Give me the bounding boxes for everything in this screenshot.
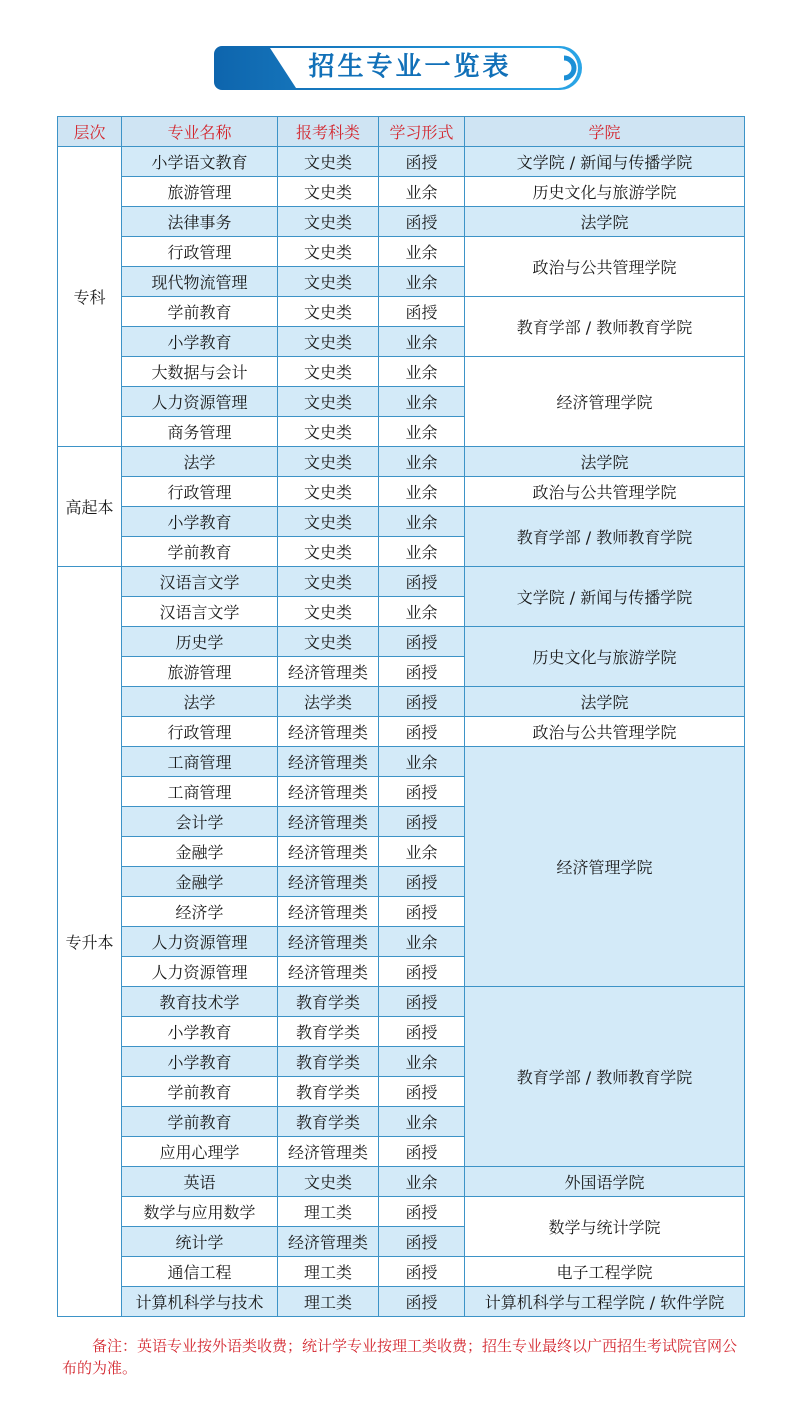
study-mode-cell: 业余 xyxy=(379,417,465,447)
table-row xyxy=(58,717,745,747)
category-cell: 文史类 xyxy=(278,387,379,417)
major-name-cell: 汉语言文学 xyxy=(122,597,278,627)
category-cell: 文史类 xyxy=(278,537,379,567)
category-cell: 文史类 xyxy=(278,447,379,477)
study-mode-cell: 函授 xyxy=(379,1137,465,1167)
study-mode-cell: 业余 xyxy=(379,1107,465,1137)
major-name-cell: 会计学 xyxy=(122,807,278,837)
major-name-cell: 商务管理 xyxy=(122,417,278,447)
header-level: 层次 xyxy=(58,117,122,147)
table-row xyxy=(58,207,745,237)
study-mode-cell: 业余 xyxy=(379,267,465,297)
major-name-cell: 小学教育 xyxy=(122,327,278,357)
college-cell: 文学院 / 新闻与传播学院 xyxy=(465,567,745,627)
table-row xyxy=(58,987,745,1017)
table-row xyxy=(58,477,745,507)
major-name-cell: 法学 xyxy=(122,447,278,477)
major-name-cell: 历史学 xyxy=(122,627,278,657)
major-name-cell: 数学与应用数学 xyxy=(122,1197,278,1227)
study-mode-cell: 业余 xyxy=(379,387,465,417)
major-name-cell: 教育技术学 xyxy=(122,987,278,1017)
category-cell: 教育学类 xyxy=(278,1017,379,1047)
college-cell: 政治与公共管理学院 xyxy=(465,477,745,507)
college-cell: 历史文化与旅游学院 xyxy=(465,627,745,687)
major-name-cell: 计算机科学与技术 xyxy=(122,1287,278,1317)
college-cell: 教育学部 / 教师教育学院 xyxy=(465,507,745,567)
category-cell: 文史类 xyxy=(278,1167,379,1197)
category-cell: 经济管理类 xyxy=(278,1137,379,1167)
major-name-cell: 行政管理 xyxy=(122,717,278,747)
college-cell: 法学院 xyxy=(465,447,745,477)
category-cell: 文史类 xyxy=(278,207,379,237)
study-mode-cell: 业余 xyxy=(379,1047,465,1077)
study-mode-cell: 函授 xyxy=(379,867,465,897)
college-cell: 政治与公共管理学院 xyxy=(465,237,745,297)
study-mode-cell: 函授 xyxy=(379,1197,465,1227)
major-name-cell: 旅游管理 xyxy=(122,177,278,207)
category-cell: 文史类 xyxy=(278,297,379,327)
study-mode-cell: 业余 xyxy=(379,447,465,477)
study-mode-cell: 业余 xyxy=(379,507,465,537)
category-cell: 文史类 xyxy=(278,627,379,657)
category-cell: 经济管理类 xyxy=(278,747,379,777)
major-name-cell: 法学 xyxy=(122,687,278,717)
major-name-cell: 行政管理 xyxy=(122,477,278,507)
major-name-cell: 金融学 xyxy=(122,837,278,867)
table-row xyxy=(58,627,745,657)
study-mode-cell: 业余 xyxy=(379,537,465,567)
table-body xyxy=(58,147,745,1317)
study-mode-cell: 业余 xyxy=(379,597,465,627)
category-cell: 教育学类 xyxy=(278,1077,379,1107)
college-cell: 文学院 / 新闻与传播学院 xyxy=(465,147,745,177)
major-name-cell: 通信工程 xyxy=(122,1257,278,1287)
category-cell: 文史类 xyxy=(278,267,379,297)
study-mode-cell: 业余 xyxy=(379,237,465,267)
category-cell: 文史类 xyxy=(278,327,379,357)
category-cell: 经济管理类 xyxy=(278,837,379,867)
study-mode-cell: 函授 xyxy=(379,687,465,717)
major-name-cell: 汉语言文学 xyxy=(122,567,278,597)
category-cell: 文史类 xyxy=(278,507,379,537)
major-name-cell: 统计学 xyxy=(122,1227,278,1257)
table-row xyxy=(58,1257,745,1287)
major-name-cell: 工商管理 xyxy=(122,777,278,807)
table-row xyxy=(58,1167,745,1197)
study-mode-cell: 函授 xyxy=(379,1077,465,1107)
table-row xyxy=(58,237,745,267)
study-mode-cell: 函授 xyxy=(379,1017,465,1047)
college-cell: 外国语学院 xyxy=(465,1167,745,1197)
college-cell: 数学与统计学院 xyxy=(465,1197,745,1257)
major-name-cell: 学前教育 xyxy=(122,537,278,567)
major-name-cell: 大数据与会计 xyxy=(122,357,278,387)
college-cell: 法学院 xyxy=(465,687,745,717)
study-mode-cell: 业余 xyxy=(379,837,465,867)
study-mode-cell: 函授 xyxy=(379,297,465,327)
major-name-cell: 经济学 xyxy=(122,897,278,927)
table-row xyxy=(58,747,745,777)
table-row xyxy=(58,687,745,717)
study-mode-cell: 业余 xyxy=(379,357,465,387)
college-cell: 教育学部 / 教师教育学院 xyxy=(465,297,745,357)
category-cell: 经济管理类 xyxy=(278,1227,379,1257)
table-row xyxy=(58,1287,745,1317)
level-cell: 专科 xyxy=(58,147,122,447)
study-mode-cell: 业余 xyxy=(379,747,465,777)
major-name-cell: 旅游管理 xyxy=(122,657,278,687)
study-mode-cell: 业余 xyxy=(379,477,465,507)
level-cell: 高起本 xyxy=(58,447,122,567)
header-college: 学院 xyxy=(465,117,745,147)
college-cell: 历史文化与旅游学院 xyxy=(465,177,745,207)
major-name-cell: 英语 xyxy=(122,1167,278,1197)
major-name-cell: 人力资源管理 xyxy=(122,387,278,417)
college-cell: 政治与公共管理学院 xyxy=(465,717,745,747)
study-mode-cell: 函授 xyxy=(379,657,465,687)
college-cell: 计算机科学与工程学院 / 软件学院 xyxy=(465,1287,745,1317)
table-row xyxy=(58,447,745,477)
table-header-row xyxy=(58,117,745,147)
category-cell: 经济管理类 xyxy=(278,897,379,927)
study-mode-cell: 函授 xyxy=(379,987,465,1017)
study-mode-cell: 函授 xyxy=(379,627,465,657)
study-mode-cell: 函授 xyxy=(379,147,465,177)
footnote: 备注：英语专业按外语类收费；统计学专业按理工类收费；招生专业最终以广西招生考试院官网公布的为准。 xyxy=(62,1337,738,1377)
study-mode-cell: 函授 xyxy=(379,1287,465,1317)
level-cell: 专升本 xyxy=(58,567,122,1317)
category-cell: 文史类 xyxy=(278,147,379,177)
category-cell: 文史类 xyxy=(278,237,379,267)
category-cell: 文史类 xyxy=(278,597,379,627)
header-major: 专业名称 xyxy=(122,117,278,147)
college-cell: 法学院 xyxy=(465,207,745,237)
study-mode-cell: 函授 xyxy=(379,807,465,837)
category-cell: 教育学类 xyxy=(278,1107,379,1137)
study-mode-cell: 函授 xyxy=(379,207,465,237)
college-cell: 经济管理学院 xyxy=(465,747,745,987)
study-mode-cell: 业余 xyxy=(379,177,465,207)
table-row xyxy=(58,177,745,207)
major-name-cell: 现代物流管理 xyxy=(122,267,278,297)
major-name-cell: 学前教育 xyxy=(122,1107,278,1137)
college-cell: 经济管理学院 xyxy=(465,357,745,447)
college-cell: 教育学部 / 教师教育学院 xyxy=(465,987,745,1167)
table-row xyxy=(58,1197,745,1227)
major-name-cell: 学前教育 xyxy=(122,297,278,327)
major-name-cell: 法律事务 xyxy=(122,207,278,237)
category-cell: 法学类 xyxy=(278,687,379,717)
study-mode-cell: 业余 xyxy=(379,927,465,957)
category-cell: 文史类 xyxy=(278,567,379,597)
table-row xyxy=(58,567,745,597)
study-mode-cell: 业余 xyxy=(379,327,465,357)
major-name-cell: 应用心理学 xyxy=(122,1137,278,1167)
major-name-cell: 人力资源管理 xyxy=(122,927,278,957)
study-mode-cell: 函授 xyxy=(379,957,465,987)
study-mode-cell: 函授 xyxy=(379,567,465,597)
table-row xyxy=(58,297,745,327)
table-row xyxy=(58,507,745,537)
study-mode-cell: 业余 xyxy=(379,1167,465,1197)
table-row xyxy=(58,357,745,387)
major-name-cell: 金融学 xyxy=(122,867,278,897)
study-mode-cell: 函授 xyxy=(379,777,465,807)
category-cell: 文史类 xyxy=(278,417,379,447)
category-cell: 教育学类 xyxy=(278,1047,379,1077)
category-cell: 经济管理类 xyxy=(278,717,379,747)
major-name-cell: 行政管理 xyxy=(122,237,278,267)
category-cell: 理工类 xyxy=(278,1257,379,1287)
header-study-mode: 学习形式 xyxy=(379,117,465,147)
major-name-cell: 学前教育 xyxy=(122,1077,278,1107)
page-title: 招生专业一览表 xyxy=(308,52,512,82)
category-cell: 经济管理类 xyxy=(278,657,379,687)
category-cell: 经济管理类 xyxy=(278,777,379,807)
study-mode-cell: 函授 xyxy=(379,717,465,747)
major-name-cell: 小学教育 xyxy=(122,1017,278,1047)
major-name-cell: 小学教育 xyxy=(122,1047,278,1077)
major-name-cell: 小学语文教育 xyxy=(122,147,278,177)
category-cell: 文史类 xyxy=(278,357,379,387)
study-mode-cell: 函授 xyxy=(379,1257,465,1287)
category-cell: 经济管理类 xyxy=(278,807,379,837)
category-cell: 经济管理类 xyxy=(278,867,379,897)
study-mode-cell: 函授 xyxy=(379,1227,465,1257)
title-banner xyxy=(212,44,584,94)
category-cell: 文史类 xyxy=(278,177,379,207)
enrollment-table xyxy=(57,116,745,1317)
study-mode-cell: 函授 xyxy=(379,897,465,927)
category-cell: 理工类 xyxy=(278,1197,379,1227)
table-row xyxy=(58,147,745,177)
category-cell: 经济管理类 xyxy=(278,957,379,987)
major-name-cell: 人力资源管理 xyxy=(122,957,278,987)
major-name-cell: 工商管理 xyxy=(122,747,278,777)
college-cell: 电子工程学院 xyxy=(465,1257,745,1287)
major-name-cell: 小学教育 xyxy=(122,507,278,537)
category-cell: 经济管理类 xyxy=(278,927,379,957)
category-cell: 教育学类 xyxy=(278,987,379,1017)
category-cell: 文史类 xyxy=(278,477,379,507)
category-cell: 理工类 xyxy=(278,1287,379,1317)
header-category: 报考科类 xyxy=(278,117,379,147)
